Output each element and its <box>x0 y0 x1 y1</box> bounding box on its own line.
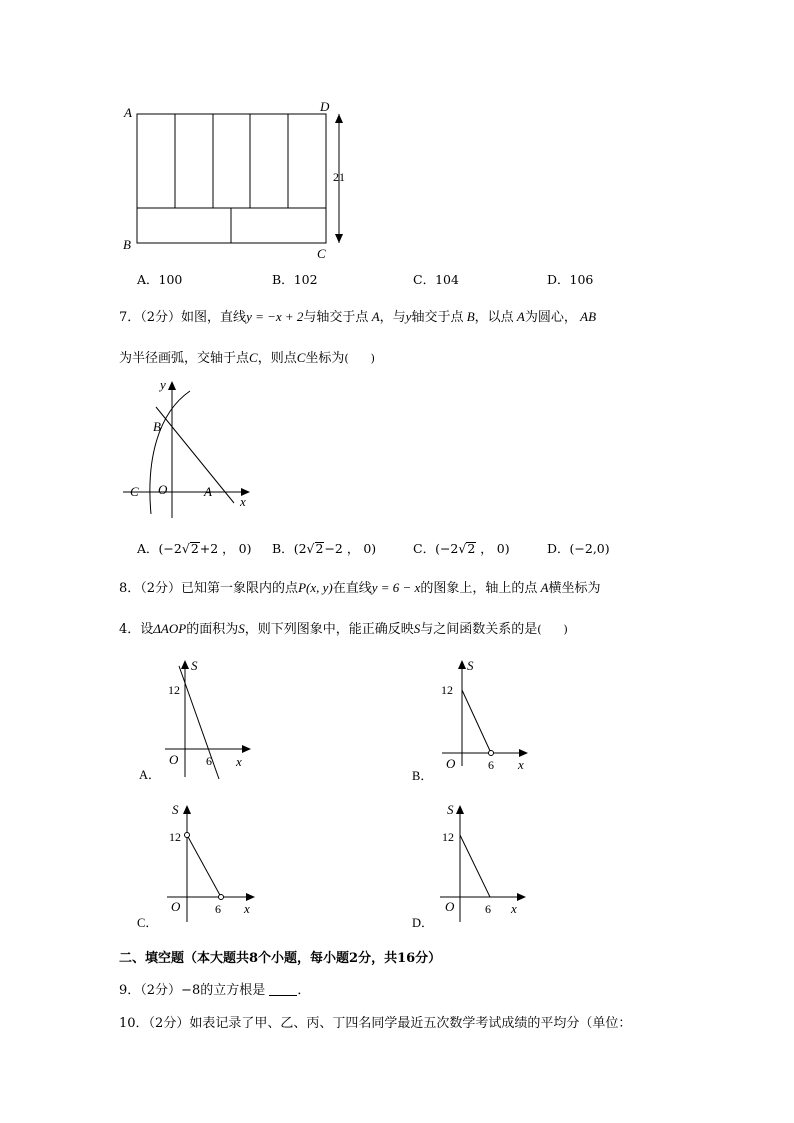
q7-option-d[interactable]: D．(−2,0) <box>547 541 610 556</box>
q7-option-b[interactable]: B．(2√2−2 ， 0) <box>272 541 377 556</box>
svg-text:6: 6 <box>215 902 221 916</box>
arc <box>150 391 190 514</box>
q7-line2: 为半径画弧，交轴于点C，则点C坐标为( ) <box>119 350 375 366</box>
svg-text:12: 12 <box>442 830 454 844</box>
s-arrow-icon <box>458 660 466 669</box>
s-arrow-icon <box>183 805 191 814</box>
section-title: 二、填空题（本大题共8个小题，每小题2分，共16分） <box>119 951 442 966</box>
svg-text:12: 12 <box>441 683 453 697</box>
svg-text:D．: D． <box>412 916 434 930</box>
s-arrow-icon <box>181 660 189 669</box>
graph-c[interactable] <box>135 797 265 932</box>
open-point <box>489 751 494 756</box>
graph-d[interactable] <box>410 797 540 932</box>
label-b: B <box>123 237 131 252</box>
svg-text:B．: B． <box>412 769 433 783</box>
line-y-neg-x-plus-2 <box>156 407 234 503</box>
svg-text:O: O <box>445 899 455 914</box>
rectangle-figure <box>115 98 355 260</box>
x-arrow-icon <box>519 749 528 757</box>
dimension-label: 21 <box>333 170 345 184</box>
svg-text:x: x <box>236 754 242 769</box>
graph-line <box>462 690 491 753</box>
graph-line <box>187 835 221 897</box>
svg-text:O: O <box>171 899 181 914</box>
svg-text:x: x <box>244 901 250 916</box>
svg-text:12: 12 <box>168 683 180 697</box>
svg-text:6: 6 <box>206 754 212 768</box>
q10: 10．（2分）如表记录了甲、乙、丙、丁四名同学最近五次数学考试成绩的平均分（单位： <box>119 1016 632 1031</box>
svg-text:x: x <box>518 757 524 772</box>
label-x: x <box>240 494 246 509</box>
label-a: A <box>204 484 212 499</box>
graph-b[interactable] <box>410 652 540 784</box>
arrow-up-icon <box>335 114 343 123</box>
open-point <box>185 833 190 838</box>
label-c: C <box>130 484 139 499</box>
q8-line2: 4．设ΔAOP的面积为S，则下列图象中，能正确反映S与之间函数关系的是( ) <box>119 621 568 637</box>
s-arrow-icon <box>456 805 464 814</box>
q6-option-b[interactable]: B．102 <box>272 272 318 287</box>
arrow-down-icon <box>335 234 343 243</box>
label-d: D <box>320 99 330 114</box>
svg-text:S: S <box>172 802 179 817</box>
q9: 9．（2分）−8的立方根是 ． <box>119 983 311 998</box>
svg-text:O: O <box>446 756 456 771</box>
svg-text:S: S <box>467 658 474 673</box>
answer-blank[interactable] <box>269 983 297 996</box>
svg-text:S: S <box>191 658 198 673</box>
q6-option-c[interactable]: C．104 <box>413 272 459 287</box>
graph-a[interactable] <box>135 652 255 784</box>
svg-text:6: 6 <box>488 758 494 772</box>
q8-line1: 8．（2分）已知第一象限内的点P(x, y)在直线y = 6 − x的图象上，轴上的点 A横坐标为 <box>119 580 601 596</box>
label-c: C <box>317 246 326 260</box>
svg-text:x: x <box>511 901 517 916</box>
svg-text:6: 6 <box>485 902 491 916</box>
svg-text:A．: A． <box>139 768 161 782</box>
svg-text:O: O <box>169 752 179 767</box>
graph-line <box>460 835 490 897</box>
label-y: y <box>160 377 166 392</box>
y-arrow-icon <box>168 381 176 390</box>
q6-option-a[interactable]: A．100 <box>137 272 183 287</box>
label-a: A <box>124 105 132 120</box>
q7-figure <box>118 375 258 520</box>
q6-option-d[interactable]: D．106 <box>547 272 594 287</box>
x-arrow-icon <box>242 745 251 753</box>
q7-line1: 7．（2分）如图，直线y = −x + 2与轴交于点 A，与y轴交于点 B，以点 A为圆心， AB <box>119 309 597 325</box>
svg-text:12: 12 <box>169 830 181 844</box>
label-b: B <box>153 419 161 434</box>
open-point <box>219 895 224 900</box>
svg-text:S: S <box>447 802 454 817</box>
svg-text:C．: C． <box>137 916 158 930</box>
x-arrow-icon <box>246 893 255 901</box>
x-arrow-icon <box>517 893 526 901</box>
q7-option-c[interactable]: C．(−2√2 ， 0) <box>413 541 510 556</box>
q7-option-a[interactable]: A．(−2√2+2 ， 0) <box>137 541 252 556</box>
label-o: O <box>158 482 168 497</box>
